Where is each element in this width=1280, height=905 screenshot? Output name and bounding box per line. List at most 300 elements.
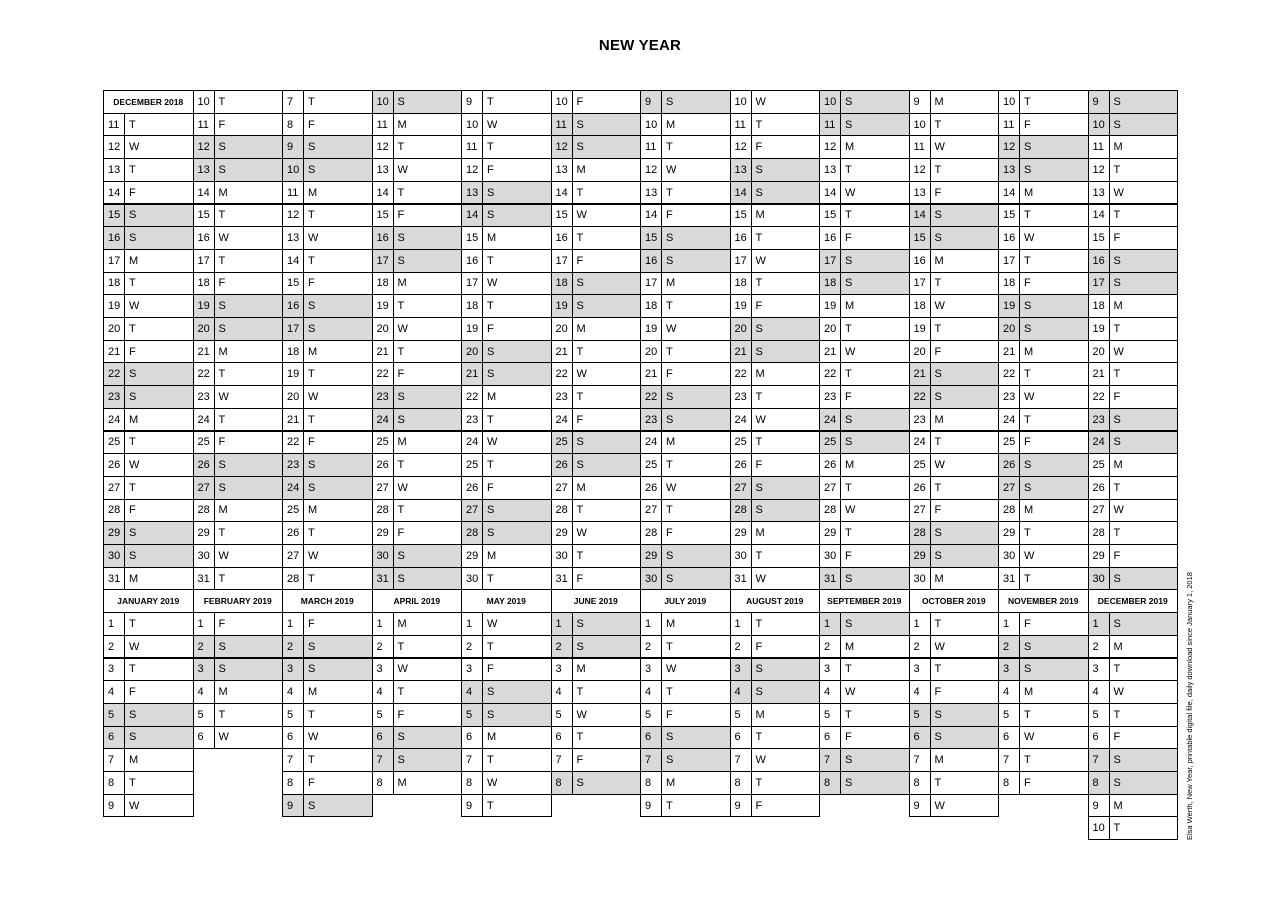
day-cell: [730, 726, 821, 750]
weekday-letter: M: [397, 118, 407, 131]
day-cell: [551, 544, 642, 568]
weekday-letter: F: [397, 708, 405, 721]
day-cell: [193, 317, 284, 341]
weekday-letter: T: [397, 141, 405, 154]
day-number: 9: [283, 795, 304, 817]
day-cell: [103, 567, 194, 591]
weekday-letter: F: [129, 345, 136, 358]
day-cell: [551, 135, 642, 159]
day-number: 2: [104, 636, 125, 658]
day-cell: [1088, 113, 1179, 137]
day-number: 28: [104, 500, 125, 522]
day-cell: [372, 431, 463, 455]
weekday-letter: T: [308, 95, 315, 108]
day-number: 28: [910, 522, 931, 544]
day-cell: [193, 204, 284, 228]
day-number: 15: [552, 205, 573, 227]
day-cell: [372, 453, 463, 477]
weekday-letter: T: [666, 504, 673, 517]
day-cell: [909, 635, 1000, 659]
day-number: 6: [283, 727, 304, 749]
weekday-letter: T: [934, 163, 942, 176]
day-cell: [1088, 226, 1179, 250]
day-number: 20: [552, 318, 573, 340]
day-cell: [819, 748, 910, 772]
weekday-letter: S: [934, 390, 942, 403]
weekday-letter: M: [308, 186, 318, 199]
day-number: 7: [820, 749, 841, 771]
day-number: 20: [462, 341, 483, 363]
weekday-letter: T: [934, 617, 942, 630]
day-cell: [1088, 408, 1179, 432]
day-number: 8: [910, 772, 931, 794]
weekday-letter: S: [1113, 95, 1121, 108]
day-cell: [551, 680, 642, 704]
day-cell: [372, 521, 463, 545]
weekday-letter: T: [129, 277, 136, 290]
weekday-letter: W: [1024, 232, 1035, 245]
day-cell: [1088, 317, 1179, 341]
day-cell: [1088, 680, 1179, 704]
day-cell: [282, 317, 373, 341]
day-number: 20: [820, 318, 841, 340]
weekday-letter: S: [129, 708, 137, 721]
day-number: 13: [552, 159, 573, 181]
day-number: 31: [999, 568, 1020, 590]
day-cell: [372, 272, 463, 296]
weekday-letter: W: [934, 141, 945, 154]
weekday-letter: T: [487, 413, 494, 426]
weekday-letter: M: [218, 345, 228, 358]
month-header: MARCH 2019: [282, 589, 373, 613]
day-number: 13: [731, 159, 752, 181]
day-number: 21: [194, 341, 215, 363]
weekday-letter: W: [308, 549, 319, 562]
day-cell: [1088, 362, 1179, 386]
day-cell: [730, 272, 821, 296]
day-number: 27: [283, 545, 304, 567]
day-cell: [372, 680, 463, 704]
day-number: 19: [462, 318, 483, 340]
day-cell: [909, 408, 1000, 432]
day-number: 11: [462, 136, 483, 158]
day-cell: [282, 680, 373, 704]
day-cell: [998, 476, 1089, 500]
weekday-letter: S: [934, 731, 942, 744]
weekday-letter: S: [308, 640, 316, 653]
weekday-letter: M: [1113, 799, 1123, 812]
weekday-letter: T: [218, 209, 226, 222]
month-header: JULY 2019: [640, 589, 731, 613]
weekday-letter: S: [666, 572, 674, 585]
weekday-letter: M: [218, 504, 228, 517]
day-cell: [640, 317, 731, 341]
day-cell: [998, 272, 1089, 296]
weekday-letter: S: [487, 708, 495, 721]
day-cell: [372, 499, 463, 523]
day-cell: [461, 135, 552, 159]
day-number: 7: [999, 749, 1020, 771]
day-number: 21: [731, 341, 752, 363]
weekday-letter: W: [576, 368, 587, 381]
day-number: 30: [194, 545, 215, 567]
weekday-letter: F: [1024, 617, 1031, 630]
day-number: 3: [283, 659, 304, 681]
weekday-letter: S: [666, 754, 674, 767]
day-cell: [909, 340, 1000, 364]
day-cell: [103, 748, 194, 772]
day-number: 7: [373, 749, 394, 771]
weekday-letter: S: [576, 277, 584, 290]
day-cell: [998, 771, 1089, 795]
day-cell: [909, 567, 1000, 591]
day-number: 9: [462, 91, 483, 113]
weekday-letter: S: [576, 300, 584, 313]
day-number: 24: [373, 409, 394, 431]
weekday-letter: S: [845, 776, 853, 789]
weekday-letter: W: [934, 799, 945, 812]
weekday-letter: S: [666, 254, 674, 267]
day-cell: [103, 226, 194, 250]
weekday-letter: W: [1113, 345, 1124, 358]
day-number: 27: [999, 477, 1020, 499]
day-cell: [461, 771, 552, 795]
weekday-letter: W: [129, 640, 140, 653]
weekday-letter: W: [397, 163, 408, 176]
day-cell: [103, 635, 194, 659]
day-number: 27: [731, 477, 752, 499]
day-number: 5: [194, 704, 215, 726]
weekday-letter: T: [1113, 822, 1121, 835]
day-cell: [461, 476, 552, 500]
weekday-letter: T: [487, 300, 494, 313]
day-number: 5: [999, 704, 1020, 726]
day-number: 19: [194, 295, 215, 317]
day-number: 2: [283, 636, 304, 658]
day-cell: [909, 135, 1000, 159]
day-number: 2: [731, 636, 752, 658]
weekday-letter: W: [129, 141, 140, 154]
weekday-letter: T: [845, 527, 852, 540]
weekday-letter: S: [1113, 118, 1121, 131]
day-cell: [640, 158, 731, 182]
day-cell: [909, 294, 1000, 318]
day-number: 21: [552, 341, 573, 363]
day-number: 25: [552, 432, 573, 454]
day-number: 9: [910, 795, 931, 817]
weekday-letter: T: [845, 163, 852, 176]
day-number: 28: [641, 522, 662, 544]
day-cell: [730, 294, 821, 318]
day-number: 29: [552, 522, 573, 544]
day-number: 10: [373, 91, 394, 113]
day-number: 7: [104, 749, 125, 771]
weekday-letter: T: [129, 481, 136, 494]
weekday-letter: W: [755, 95, 766, 108]
weekday-letter: S: [308, 799, 316, 812]
weekday-letter: W: [755, 572, 766, 585]
day-number: 4: [194, 681, 215, 703]
weekday-letter: S: [308, 459, 316, 472]
day-cell: [998, 294, 1089, 318]
day-number: 28: [820, 500, 841, 522]
day-cell: [193, 658, 284, 682]
weekday-letter: S: [129, 390, 137, 403]
weekday-letter: T: [129, 163, 136, 176]
weekday-letter: T: [218, 254, 226, 267]
day-cell: [730, 771, 821, 795]
day-cell: [193, 521, 284, 545]
day-cell: [819, 294, 910, 318]
day-number: 11: [283, 182, 304, 204]
day-cell: [909, 90, 1000, 114]
weekday-letter: W: [934, 459, 945, 472]
weekday-letter: S: [934, 209, 942, 222]
weekday-letter: W: [308, 232, 319, 245]
weekday-letter: S: [755, 686, 763, 699]
day-cell: [551, 658, 642, 682]
day-number: 9: [283, 136, 304, 158]
weekday-letter: T: [1024, 95, 1031, 108]
weekday-letter: S: [1113, 776, 1121, 789]
day-cell: [372, 385, 463, 409]
day-cell: [640, 272, 731, 296]
day-number: 28: [731, 500, 752, 522]
weekday-letter: M: [934, 572, 944, 585]
day-cell: [461, 453, 552, 477]
day-cell: [640, 226, 731, 250]
weekday-letter: F: [934, 186, 942, 199]
day-cell: [551, 703, 642, 727]
day-cell: [103, 544, 194, 568]
day-cell: [640, 476, 731, 500]
day-number: 5: [1089, 704, 1110, 726]
weekday-letter: T: [397, 686, 405, 699]
weekday-letter: S: [934, 549, 942, 562]
day-number: 3: [552, 659, 573, 681]
day-cell: [551, 612, 642, 636]
day-cell: [730, 385, 821, 409]
day-number: 3: [910, 659, 931, 681]
day-cell: [282, 204, 373, 228]
day-cell: [998, 680, 1089, 704]
weekday-letter: T: [308, 754, 315, 767]
day-cell: [103, 726, 194, 750]
day-number: 30: [820, 545, 841, 567]
day-number: 12: [104, 136, 125, 158]
weekday-letter: S: [1024, 640, 1032, 653]
day-cell: [819, 521, 910, 545]
weekday-letter: T: [218, 527, 226, 540]
day-number: 12: [462, 159, 483, 181]
day-number: 19: [641, 318, 662, 340]
weekday-letter: S: [1113, 754, 1121, 767]
day-cell: [372, 158, 463, 182]
weekday-letter: S: [576, 436, 584, 449]
day-number: 9: [1089, 795, 1110, 817]
weekday-letter: W: [1113, 686, 1124, 699]
day-cell: [461, 272, 552, 296]
day-number: 2: [1089, 636, 1110, 658]
weekday-letter: F: [218, 277, 226, 290]
day-cell: [1088, 340, 1179, 364]
day-number: 29: [1089, 545, 1110, 567]
day-number: 28: [462, 522, 483, 544]
day-cell: [193, 158, 284, 182]
weekday-letter: S: [666, 95, 674, 108]
weekday-letter: W: [218, 549, 229, 562]
day-number: 3: [731, 659, 752, 681]
day-cell: [819, 567, 910, 591]
weekday-letter: S: [397, 754, 405, 767]
day-number: 14: [283, 250, 304, 272]
day-cell: [819, 635, 910, 659]
weekday-letter: T: [218, 368, 226, 381]
day-number: 24: [1089, 432, 1110, 454]
day-number: 13: [1089, 182, 1110, 204]
day-cell: [640, 748, 731, 772]
day-cell: [372, 567, 463, 591]
day-number: 6: [1089, 727, 1110, 749]
day-cell: [819, 90, 910, 114]
weekday-letter: S: [576, 459, 584, 472]
weekday-letter: M: [845, 459, 855, 472]
weekday-letter: W: [576, 209, 587, 222]
weekday-letter: T: [397, 345, 405, 358]
weekday-letter: M: [218, 686, 228, 699]
day-cell: [1088, 612, 1179, 636]
day-number: 20: [194, 318, 215, 340]
weekday-letter: T: [845, 322, 852, 335]
day-cell: [461, 499, 552, 523]
weekday-letter: M: [397, 436, 407, 449]
day-number: 29: [641, 545, 662, 567]
day-cell: [1088, 294, 1179, 318]
weekday-letter: S: [397, 232, 405, 245]
day-cell: [998, 113, 1089, 137]
day-number: 4: [641, 681, 662, 703]
weekday-letter: S: [755, 345, 763, 358]
day-cell: [730, 544, 821, 568]
day-cell: [998, 748, 1089, 772]
day-cell: [282, 521, 373, 545]
day-number: 17: [1089, 273, 1110, 295]
day-cell: [1088, 726, 1179, 750]
weekday-letter: F: [487, 663, 494, 676]
day-number: 10: [552, 91, 573, 113]
weekday-letter: F: [755, 300, 763, 313]
weekday-letter: S: [845, 413, 853, 426]
day-number: 14: [641, 205, 662, 227]
weekday-letter: T: [934, 436, 942, 449]
day-cell: [1088, 771, 1179, 795]
day-number: 23: [283, 454, 304, 476]
day-number: 4: [910, 681, 931, 703]
weekday-letter: T: [308, 254, 315, 267]
day-number: 27: [1089, 500, 1110, 522]
day-number: 29: [910, 545, 931, 567]
day-number: 8: [552, 772, 573, 794]
day-number: 6: [820, 727, 841, 749]
weekday-letter: W: [666, 481, 677, 494]
day-cell: [640, 726, 731, 750]
day-cell: [461, 158, 552, 182]
day-cell: [998, 703, 1089, 727]
weekday-letter: S: [576, 617, 584, 630]
weekday-letter: S: [755, 163, 763, 176]
day-number: 11: [194, 114, 215, 136]
day-number: 25: [373, 432, 394, 454]
day-cell: [819, 385, 910, 409]
day-cell: [282, 90, 373, 114]
day-number: 28: [283, 568, 304, 590]
day-number: 23: [373, 386, 394, 408]
day-cell: [103, 294, 194, 318]
day-number: 27: [552, 477, 573, 499]
day-cell: [1088, 748, 1179, 772]
day-number: 10: [820, 91, 841, 113]
day-cell: [640, 294, 731, 318]
weekday-letter: F: [576, 754, 584, 767]
day-cell: [640, 771, 731, 795]
weekday-letter: W: [218, 390, 229, 403]
day-number: 22: [552, 363, 573, 385]
day-number: 18: [820, 273, 841, 295]
day-number: 24: [820, 409, 841, 431]
weekday-letter: W: [1024, 390, 1035, 403]
day-cell: [819, 431, 910, 455]
year-calendar: [103, 90, 1177, 840]
day-number: 17: [820, 250, 841, 272]
day-number: 2: [910, 636, 931, 658]
day-cell: [998, 635, 1089, 659]
weekday-letter: T: [1024, 254, 1031, 267]
weekday-letter: W: [487, 776, 498, 789]
day-number: 25: [999, 432, 1020, 454]
day-number: 9: [1089, 91, 1110, 113]
weekday-letter: W: [129, 799, 140, 812]
weekday-letter: M: [129, 572, 139, 585]
day-cell: [372, 294, 463, 318]
day-number: 25: [1089, 454, 1110, 476]
day-cell: [909, 521, 1000, 545]
weekday-letter: T: [1024, 754, 1031, 767]
weekday-letter: W: [1024, 731, 1035, 744]
weekday-letter: F: [1024, 436, 1031, 449]
weekday-letter: S: [129, 232, 137, 245]
weekday-letter: T: [1113, 481, 1121, 494]
weekday-letter: W: [845, 504, 856, 517]
day-cell: [193, 612, 284, 636]
weekday-letter: T: [487, 754, 494, 767]
day-cell: [819, 204, 910, 228]
day-cell: [103, 204, 194, 228]
day-number: 13: [820, 159, 841, 181]
weekday-letter: S: [666, 549, 674, 562]
weekday-letter: S: [397, 390, 405, 403]
day-cell: [193, 272, 284, 296]
day-cell: [640, 680, 731, 704]
weekday-letter: F: [487, 163, 494, 176]
day-number: 14: [820, 182, 841, 204]
weekday-letter: T: [308, 413, 315, 426]
day-cell: [819, 135, 910, 159]
day-number: 20: [999, 318, 1020, 340]
weekday-letter: T: [129, 776, 136, 789]
day-cell: [103, 703, 194, 727]
weekday-letter: T: [1024, 413, 1031, 426]
day-cell: [640, 249, 731, 273]
